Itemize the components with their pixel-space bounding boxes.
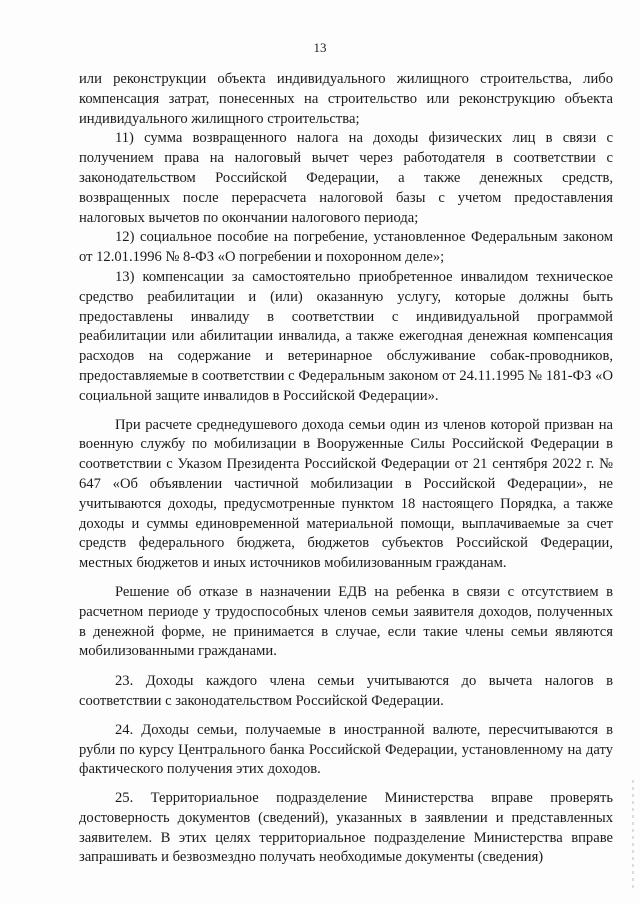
paragraph-continuation: или реконструкции объекта индивидуального жилищного строительства, либо компенсация затрат, понесенных на строительство или реконструкцию объекта индивидуального жилищного строительства;: [79, 71, 613, 127]
paragraph-item-24: 24. Доходы семьи, получаемые в иностранной валюте, пересчитываются в рубли по курсу Центрального банка Российской Федерации, установленному на дату фактического получения этих доходов.: [79, 721, 613, 778]
paragraph-mobilization: При расчете среднедушевого дохода семьи один из членов которой призван на военную службу по мобилизации в Вооруженные Силы Российской Федерации в соответствии с Указом Президента Российской Федерации от 21 сентября 2022 г. № 647 «Об объявлении частичной мобилизации в Российской Федерации», не учитываются доходы, предусмотренные пунктом 18 настоящего Порядка, а также доходы и суммы единовременной материальной помощи, выплачиваемые за счет средств федерального бюджета, бюджетов субъектов Российской Федерации, местных бюджетов и иных источников мобилизованным гражданам.: [79, 416, 613, 572]
page-number: 13: [313, 40, 327, 55]
paragraph-item-13: 13) компенсации за самостоятельно приобретенное инвалидом техническое средство реабилитации и (или) оказанную услугу, которые должны быть предоставлены инвалиду в соответствии с индивидуальной программой реабилитации или абилитации инвалида, а также ежегодная денежная компенсация расходов на содержание и ветеринарное обслуживание собак-проводников, предоставляемые в соответствии с Федеральным законом от 24.11.1995 № 181-ФЗ «О социальной защите инвалидов в Российской Федерации».: [79, 268, 613, 404]
paragraph-item-23: 23. Доходы каждого члена семьи учитываются до вычета налогов в соответствии с законодательством Российской Федерации.: [79, 673, 613, 709]
paragraph-refusal: Решение об отказе в назначении ЕДВ на ребенка в связи с отсутствием в расчетном периоде у трудоспособных членов семьи заявителя доходов, полученных в денежной форме, не принимается в случае, если такие члены семьи являются мобилизованными гражданами.: [79, 583, 613, 660]
paragraph-item-12: 12) социальное пособие на погребение, установленное Федеральным законом от 12.01.1996 № 8-ФЗ «О погребении и похоронном деле»;: [79, 229, 613, 266]
paragraph-item-25: 25. Территориальное подразделение Министерства вправе проверять достоверность документов (сведений), указанных в заявлении и представленных заявителем. В этих целях территориальное подразделение Министерства вправе запрашивать и безвозмездно получать необходимые документы (сведения): [79, 790, 613, 866]
scan-edge-artifact: [632, 780, 634, 890]
paragraph-item-11: 11) сумма возвращенного налога на доходы физических лиц в связи с получением права на налоговый вычет через работодателя в соответствии с законодательством Российской Федерации, а также денежных средств, возвращенных после перерасчета налоговой базы с учетом предоставления налоговых вычетов по окончании налогового периода;: [79, 130, 613, 226]
document-body: [79, 70, 613, 868]
